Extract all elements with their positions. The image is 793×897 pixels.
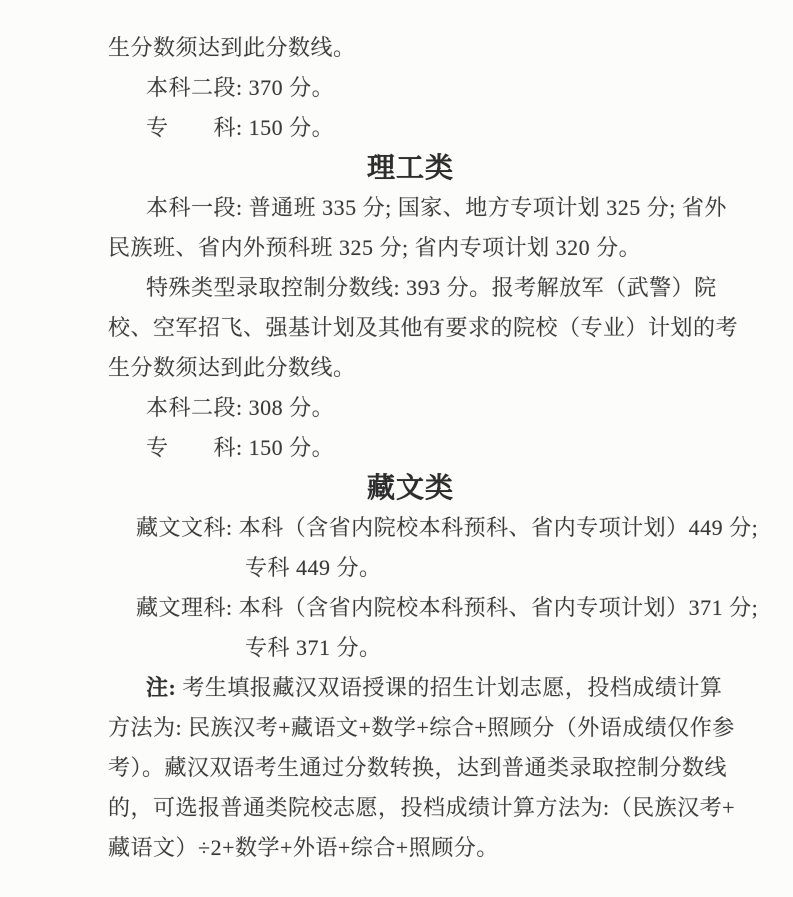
line-tibetan-science-zhuanke-score: 专科 371 分。 <box>245 635 382 660</box>
line-ligong-special-type-score-cont1: 校、空军招飞、强基计划及其他有要求的院校（专业）计划的考 <box>108 315 739 340</box>
line-tibetan-liberal-arts-zhuanke-score: 专科 449 分。 <box>245 555 382 580</box>
line-score-requirement-continuation: 生分数须达到此分数线。 <box>108 35 356 60</box>
line-ligong-special-type-score: 特殊类型录取控制分数线: 393 分。报考解放军（武警）院 <box>146 275 717 300</box>
line-tibetan-liberal-arts-score: 藏文文科: 本科（含省内院校本科预科、省内专项计划）449 分; <box>136 515 759 540</box>
line-ligong-undergrad-tier1-scores-cont: 民族班、省内外预科班 325 分; 省内专项计划 320 分。 <box>108 235 642 260</box>
line-ligong-zhuanke-score: 专 科: 150 分。 <box>146 435 335 460</box>
section-heading-science: 理工类 <box>366 152 454 183</box>
line-note-cont3: 的，可选报普通类院校志愿，投档成绩计算方法为:（民族汉考+ <box>108 795 736 820</box>
line-tibetan-science-score: 藏文理科: 本科（含省内院校本科预科、省内专项计划）371 分; <box>136 595 759 620</box>
line-note-cont1: 方法为: 民族汉考+藏语文+数学+综合+照顾分（外语成绩仅作参 <box>108 715 735 740</box>
line-wenke-undergrad-tier2-score: 本科二段: 370 分。 <box>146 75 335 100</box>
line-wenke-zhuanke-score: 专 科: 150 分。 <box>146 115 335 140</box>
note-label: 注: <box>146 675 177 700</box>
line-note-start <box>108 668 723 708</box>
line-note-cont2: 考）。藏汉双语考生通过分数转换，达到普通类录取控制分数线 <box>108 755 728 780</box>
line-note-cont4: 藏语文）÷2+数学+外语+综合+照顾分。 <box>108 835 499 860</box>
note-text: 考生填报藏汉双语授课的招生计划志愿，投档成绩计算 <box>176 675 723 700</box>
line-ligong-special-type-score-cont2: 生分数须达到此分数线。 <box>108 355 356 380</box>
line-ligong-undergrad-tier2-score: 本科二段: 308 分。 <box>146 395 335 420</box>
line-ligong-undergrad-tier1-scores: 本科一段: 普通班 335 分; 国家、地方专项计划 325 分; 省外 <box>146 195 727 220</box>
section-heading-tibetan: 藏文类 <box>366 472 454 503</box>
